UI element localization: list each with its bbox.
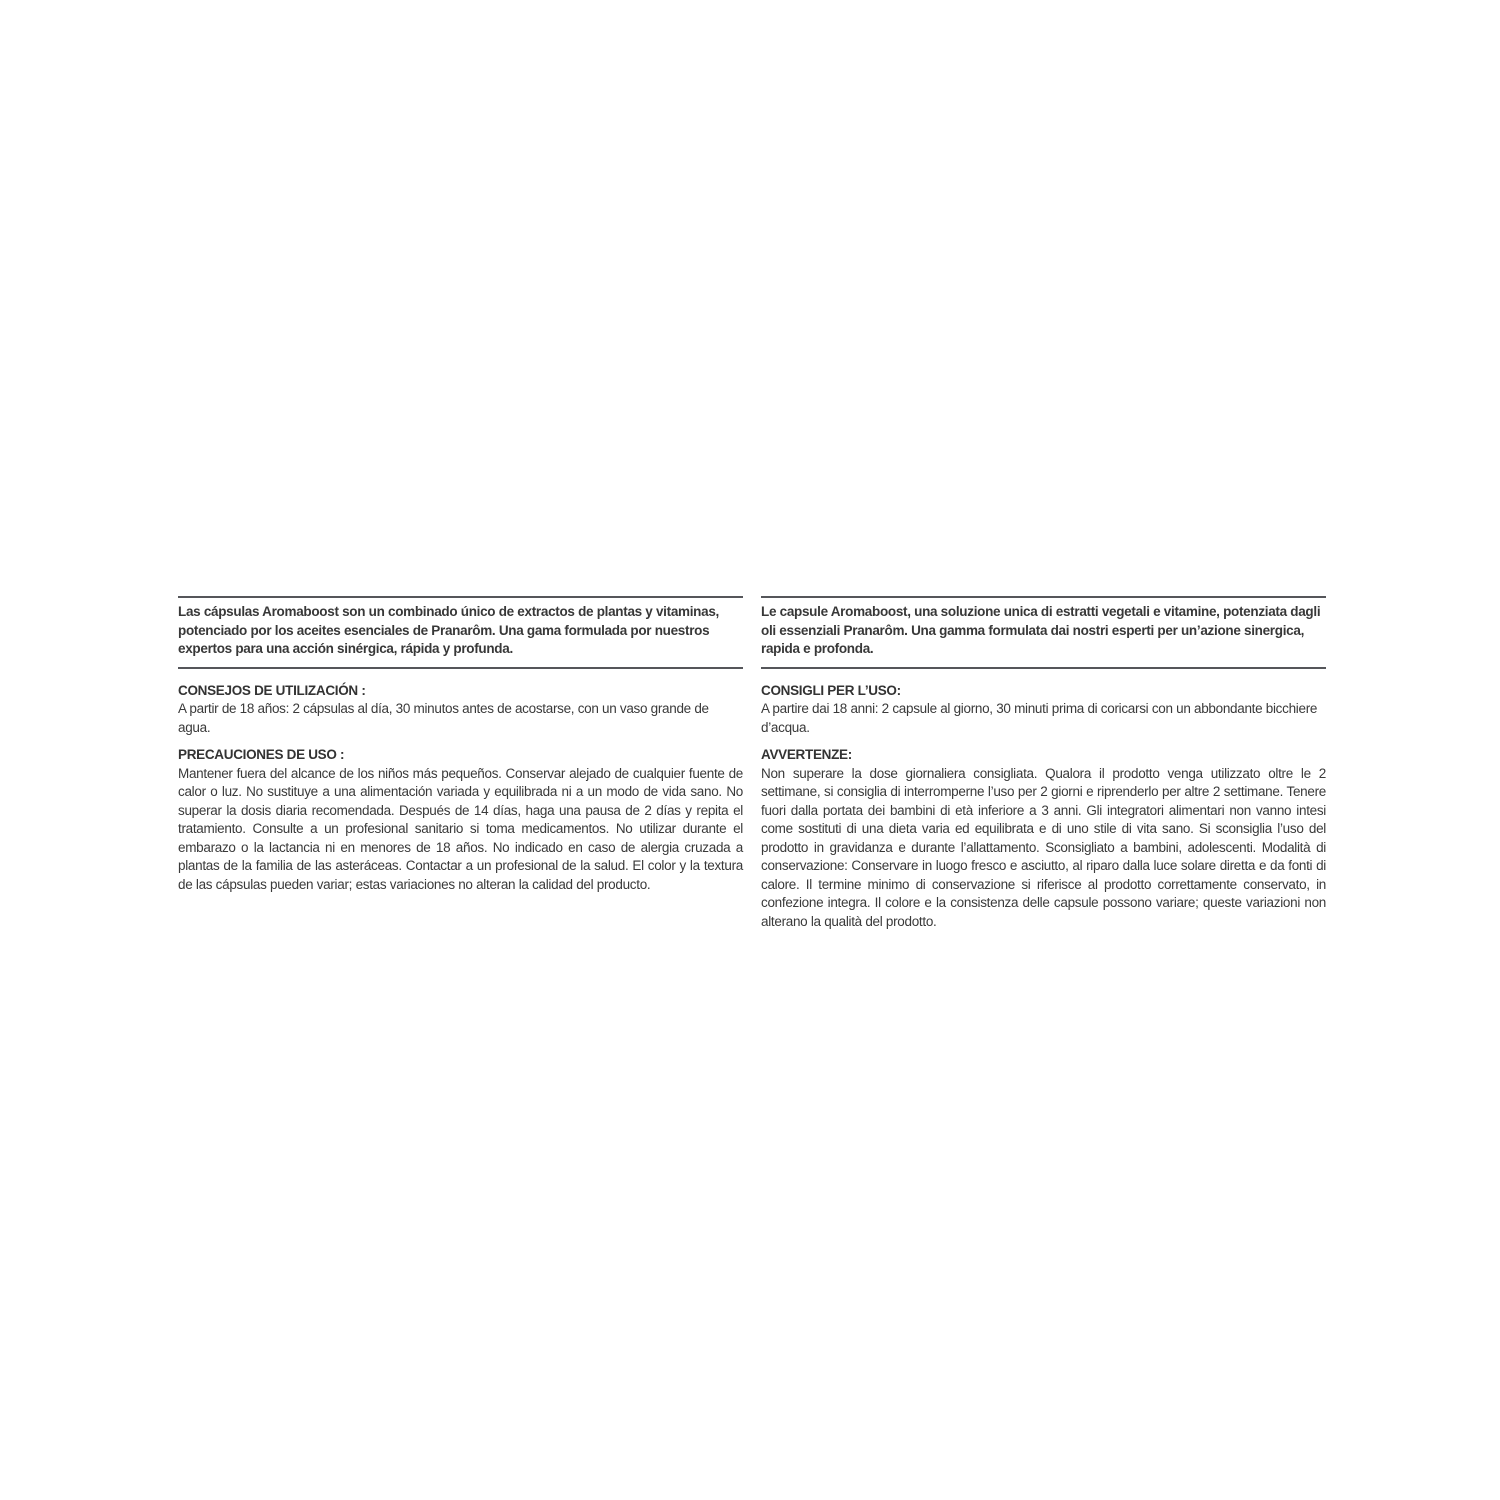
section-heading-warnings-it: AVVERTENZE: [761,747,852,762]
section-heading-usage-it: CONSIGLI PER L’USO: [761,682,901,698]
intro-text-es: Las cápsulas Aromaboost son un combinado único de extractos de plantas y vitaminas, potenciado por los aceites esenciales de Pranarôm. Una gama formulada por nuestros expertos para una acción sinérgica, rápida y profunda. [178,604,719,656]
section-body-warnings-it: Non superare la dose giornaliera consigliata. Qualora il prodotto venga utilizzato oltre le 2 settimane, si consiglia di interromperne l’uso per 2 giorni e riprenderlo per altre 2 settimane. Tenere fuori dalla portata dei bambini di età inferiore a 3 anni. Gli integratori alimentari non vanno intesi come sostituti di una dieta varia ed equilibrata e di uno stile di vita sano. Si sconsiglia l’uso del prodotto in gravidanza e durante l’allattamento. Sconsigliato a bambini, adolescenti. Modalità di conservazione: Conservare in luogo fresco e asciutto, al riparo dalla luce solare diretta e da fonti di calore. Il termine minimo di conservazione si riferisce al prodotto correttamente conservato, in confezione integra. Il colore e la consistenza delle capsule possono variare; queste variazioni non alterano la qualità del prodotto. [761,765,1326,929]
section-precautions-es [178,746,743,894]
section-warnings-it [761,746,1326,931]
label-text-panel [178,596,1326,931]
column-spanish [178,596,743,931]
divider-bottom-es [178,667,743,669]
intro-text-it: Le capsule Aromaboost, una soluzione unica di estratti vegetali e vitamine, potenziata dagli oli essenziali Pranarôm. Una gamma formulata dai nostri esperti per un’azione sinergica, rapida e profonda. [761,604,1321,656]
section-body-precautions-es: Mantener fuera del alcance de los niños más pequeños. Conservar alejado de cualquier fuente de calor o luz. No sustituye a una alimentación variada y equilibrada ni a un modo de vida sano. No superar la dosis diaria recomendada. Después de 14 días, haga una pausa de 2 días y repita el tratamiento. Consulte a un profesional sanitario si toma medicamentos. No utilizar durante el embarazo o la lactancia ni en menores de 18 años. No indicado en caso de alergia cruzada a plantas de la familia de las asteráceas. Contactar a un profesional de la salud. El color y la textura de las cápsulas pueden variar; estas variaciones no alteran la calidad del producto. [178,765,743,892]
section-body-usage-es: A partir de 18 años: 2 cápsulas al día, 30 minutos antes de acostarse, con un vaso grande de agua. [178,701,709,735]
section-heading-usage-es: CONSEJOS DE UTILIZACIÓN : [178,682,366,698]
section-body-usage-it: A partire dai 18 anni: 2 capsule al giorno, 30 minuti prima di coricarsi con un abbondante bicchiere d’acqua. [761,701,1318,735]
divider-bottom-it [761,667,1326,669]
section-usage-it [761,682,1326,738]
column-italian [761,596,1326,931]
section-heading-precautions-es: PRECAUCIONES DE USO : [178,747,345,762]
section-usage-es [178,682,743,738]
